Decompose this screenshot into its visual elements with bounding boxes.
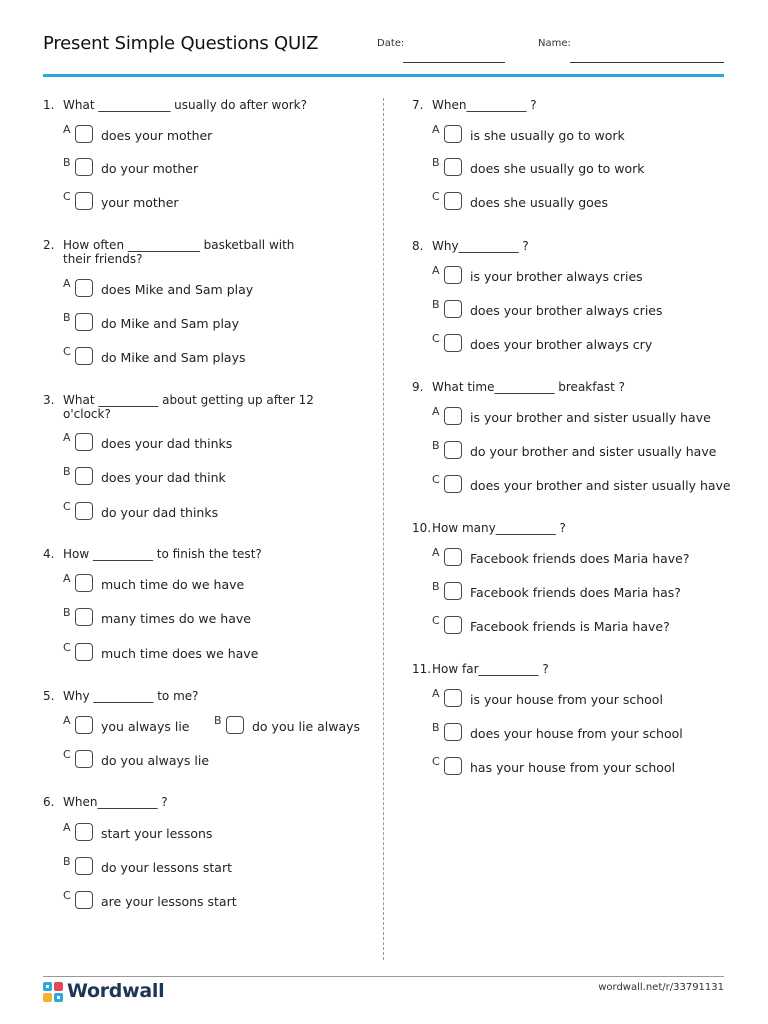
option-text: do your brother and sister usually have bbox=[470, 444, 717, 459]
wordwall-grid-icon bbox=[43, 982, 63, 1002]
option-text: is your house from your school bbox=[470, 692, 663, 707]
option-checkbox[interactable] bbox=[226, 716, 244, 734]
question-number: 5. bbox=[43, 689, 55, 703]
option-text: does your brother always cry bbox=[470, 337, 653, 352]
option-letter: C bbox=[432, 473, 440, 486]
option-letter: A bbox=[432, 123, 440, 136]
option-letter: C bbox=[63, 641, 71, 654]
option-letter: B bbox=[63, 855, 71, 868]
option-checkbox[interactable] bbox=[75, 125, 93, 143]
option-checkbox[interactable] bbox=[75, 347, 93, 365]
question-text: When__________ ? bbox=[432, 98, 537, 112]
option-letter: A bbox=[432, 405, 440, 418]
option-checkbox[interactable] bbox=[444, 548, 462, 566]
option-text: are your lessons start bbox=[101, 894, 237, 909]
option-checkbox[interactable] bbox=[75, 891, 93, 909]
option-checkbox[interactable] bbox=[75, 643, 93, 661]
option-letter: A bbox=[63, 123, 71, 136]
option-letter: C bbox=[63, 889, 71, 902]
option-letter: B bbox=[63, 465, 71, 478]
option-letter: A bbox=[63, 572, 71, 585]
header-accent-bar bbox=[43, 74, 724, 77]
option-checkbox[interactable] bbox=[444, 266, 462, 284]
option-text: much time do we have bbox=[101, 577, 245, 592]
option-checkbox[interactable] bbox=[75, 823, 93, 841]
question-number: 10. bbox=[412, 521, 432, 535]
option-text: does your mother bbox=[101, 128, 213, 143]
option-letter: C bbox=[63, 345, 71, 358]
option-text: is your brother always cries bbox=[470, 269, 643, 284]
option-text: does your brother and sister usually have bbox=[470, 478, 731, 493]
option-letter: A bbox=[432, 546, 440, 559]
question-number: 9. bbox=[412, 380, 424, 394]
option-text: do Mike and Sam plays bbox=[101, 350, 246, 365]
option-text: you always lie bbox=[101, 719, 190, 734]
option-checkbox[interactable] bbox=[444, 582, 462, 600]
option-letter: C bbox=[63, 748, 71, 761]
option-checkbox[interactable] bbox=[75, 192, 93, 210]
option-text: do you always lie bbox=[101, 753, 210, 768]
option-text: is your brother and sister usually have bbox=[470, 410, 711, 425]
option-checkbox[interactable] bbox=[444, 334, 462, 352]
option-checkbox[interactable] bbox=[75, 608, 93, 626]
option-letter: B bbox=[432, 439, 440, 452]
option-checkbox[interactable] bbox=[444, 689, 462, 707]
option-text: many times do we have bbox=[101, 611, 251, 626]
question-text: How many__________ ? bbox=[432, 521, 566, 535]
option-letter: C bbox=[432, 614, 440, 627]
footer-divider bbox=[43, 976, 724, 977]
option-text: does she usually goes bbox=[470, 195, 608, 210]
option-checkbox[interactable] bbox=[444, 441, 462, 459]
option-text: Facebook friends does Maria has? bbox=[470, 585, 681, 600]
option-text: do Mike and Sam play bbox=[101, 316, 239, 331]
brand-name: Wordwall bbox=[67, 980, 165, 1002]
option-text: does your dad thinks bbox=[101, 436, 233, 451]
option-text: do your mother bbox=[101, 161, 199, 176]
option-text: do your dad thinks bbox=[101, 505, 219, 520]
option-letter: B bbox=[432, 580, 440, 593]
option-text: does Mike and Sam play bbox=[101, 282, 254, 297]
option-letter: C bbox=[432, 332, 440, 345]
option-text: Facebook friends does Maria have? bbox=[470, 551, 690, 566]
option-text: is she usually go to work bbox=[470, 128, 625, 143]
option-letter: A bbox=[63, 277, 71, 290]
option-text: do you lie always bbox=[252, 719, 361, 734]
option-checkbox[interactable] bbox=[75, 716, 93, 734]
option-letter: B bbox=[63, 156, 71, 169]
date-label: Date: bbox=[377, 38, 405, 49]
question-text: How __________ to finish the test? bbox=[63, 547, 262, 561]
question-text: What ____________ usually do after work? bbox=[63, 98, 307, 112]
option-text: does your brother always cries bbox=[470, 303, 663, 318]
question-number: 1. bbox=[43, 98, 55, 112]
question-number: 6. bbox=[43, 795, 55, 809]
option-letter: A bbox=[63, 714, 71, 727]
question-number: 2. bbox=[43, 238, 55, 252]
question-text: When__________ ? bbox=[63, 795, 168, 809]
option-checkbox[interactable] bbox=[75, 158, 93, 176]
date-field-line[interactable] bbox=[403, 62, 505, 63]
question-text: How far__________ ? bbox=[432, 662, 549, 676]
option-checkbox[interactable] bbox=[444, 475, 462, 493]
question-number: 11. bbox=[412, 662, 432, 676]
name-field-line[interactable] bbox=[570, 62, 724, 63]
name-label: Name: bbox=[538, 38, 571, 49]
option-letter: C bbox=[63, 190, 71, 203]
option-text: does your dad think bbox=[101, 470, 226, 485]
option-text: does your house from your school bbox=[470, 726, 683, 741]
option-letter: B bbox=[432, 721, 440, 734]
option-letter: C bbox=[432, 755, 440, 768]
option-letter: C bbox=[63, 500, 71, 513]
question-text: What time__________ breakfast ? bbox=[432, 380, 625, 394]
option-text: your mother bbox=[101, 195, 179, 210]
option-text: has your house from your school bbox=[470, 760, 676, 775]
option-text: start your lessons bbox=[101, 826, 213, 841]
option-text: Facebook friends is Maria have? bbox=[470, 619, 670, 634]
option-letter: B bbox=[432, 156, 440, 169]
option-letter: B bbox=[63, 311, 71, 324]
question-text: Why __________ to me? bbox=[63, 689, 199, 703]
option-checkbox[interactable] bbox=[444, 407, 462, 425]
question-number: 8. bbox=[412, 239, 424, 253]
option-checkbox[interactable] bbox=[444, 192, 462, 210]
option-text: do your lessons start bbox=[101, 860, 232, 875]
question-text: Why__________ ? bbox=[432, 239, 529, 253]
column-divider bbox=[383, 98, 384, 960]
option-letter: A bbox=[63, 821, 71, 834]
option-checkbox[interactable] bbox=[75, 279, 93, 297]
option-letter: C bbox=[432, 190, 440, 203]
option-checkbox[interactable] bbox=[75, 467, 93, 485]
option-checkbox[interactable] bbox=[444, 616, 462, 634]
option-checkbox[interactable] bbox=[444, 300, 462, 318]
option-checkbox[interactable] bbox=[75, 313, 93, 331]
option-checkbox[interactable] bbox=[444, 723, 462, 741]
footer-url[interactable]: wordwall.net/r/33791131 bbox=[598, 982, 724, 993]
question-number: 3. bbox=[43, 393, 55, 407]
option-checkbox[interactable] bbox=[75, 750, 93, 768]
option-checkbox[interactable] bbox=[75, 574, 93, 592]
question-number: 7. bbox=[412, 98, 424, 112]
option-text: does she usually go to work bbox=[470, 161, 645, 176]
option-letter: A bbox=[432, 264, 440, 277]
option-letter: B bbox=[432, 298, 440, 311]
option-letter: A bbox=[432, 687, 440, 700]
option-checkbox[interactable] bbox=[75, 433, 93, 451]
question-number: 4. bbox=[43, 547, 55, 561]
option-checkbox[interactable] bbox=[444, 125, 462, 143]
option-checkbox[interactable] bbox=[75, 502, 93, 520]
option-checkbox[interactable] bbox=[444, 158, 462, 176]
option-letter: B bbox=[63, 606, 71, 619]
page-title: Present Simple Questions QUIZ bbox=[43, 33, 319, 54]
option-checkbox[interactable] bbox=[75, 857, 93, 875]
option-letter: B bbox=[214, 714, 222, 727]
option-checkbox[interactable] bbox=[444, 757, 462, 775]
question-text: What __________ about getting up after 12 o'clock? bbox=[63, 393, 318, 421]
option-text: much time does we have bbox=[101, 646, 259, 661]
question-text: How often ____________ basketball with their friends? bbox=[63, 238, 299, 266]
option-letter: A bbox=[63, 431, 71, 444]
